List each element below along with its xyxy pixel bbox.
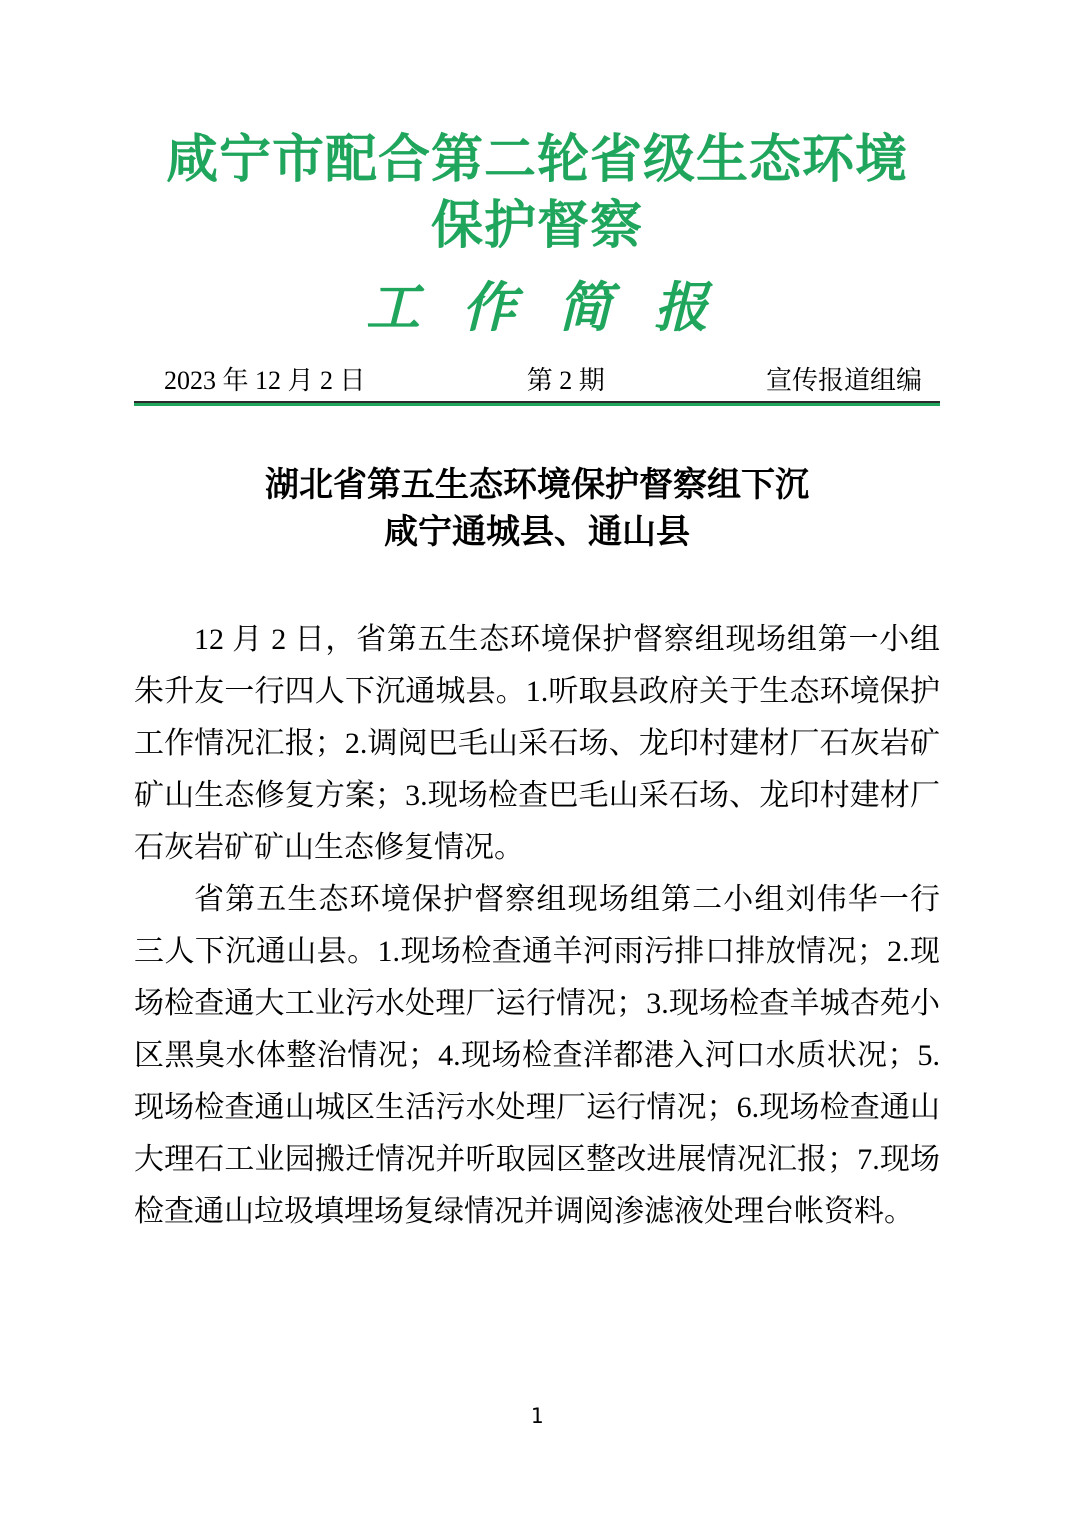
- article-heading: [134, 462, 940, 556]
- issue-date: 2023 年 12 月 2 日: [164, 366, 366, 395]
- issue-info-row: [134, 366, 940, 396]
- issue-editor: 宣传报道组编: [765, 366, 922, 395]
- article-body: [134, 614, 940, 1238]
- article-heading-line-1: 湖北省第五生态环境保护督察组下沉: [265, 467, 809, 504]
- issue-number: 第 2 期: [526, 366, 605, 395]
- header-rule-divider: [134, 401, 940, 406]
- article-paragraph-1: 12 月 2 日，省第五生态环境保护督察组现场组第一小组朱升友一行四人下沉通城县。1.听取县政府关于生态环境保护工作情况汇报；2.调阅巴毛山采石场、龙印村建材厂石灰岩矿矿山生态修复方案；3.现场检查巴毛山采石场、龙印村建材厂石灰岩矿矿山生态修复情况。: [134, 623, 940, 864]
- page-content: [134, 0, 940, 1238]
- masthead-title-line-1: 咸宁市配合第二轮省级生态环境: [165, 132, 908, 189]
- article-paragraph-2: 省第五生态环境保护督察组现场组第二小组刘伟华一行三人下沉通山县。1.现场检查通羊河雨污排口排放情况；2.现场检查通大工业污水处理厂运行情况；3.现场检查羊城杏苑小区黑臭水体整治情况；4.现场检查洋都港入河口水质状况；5.现场检查通山城区生活污水处理厂运行情况；6.现场检查通山大理石工业园搬迁情况并听取园区整改进展情况汇报；7.现场检查通山垃圾填埋场复绿情况并调阅渗滤液处理台帐资料。: [134, 883, 940, 1228]
- page-number: 1: [530, 1404, 544, 1428]
- masthead-title-line-2: 保护督察: [430, 198, 643, 255]
- article-heading-line-2: 咸宁通城县、通山县: [384, 514, 690, 551]
- masthead-title: [134, 128, 940, 260]
- bulletin-script-title: 工作简报: [366, 275, 750, 339]
